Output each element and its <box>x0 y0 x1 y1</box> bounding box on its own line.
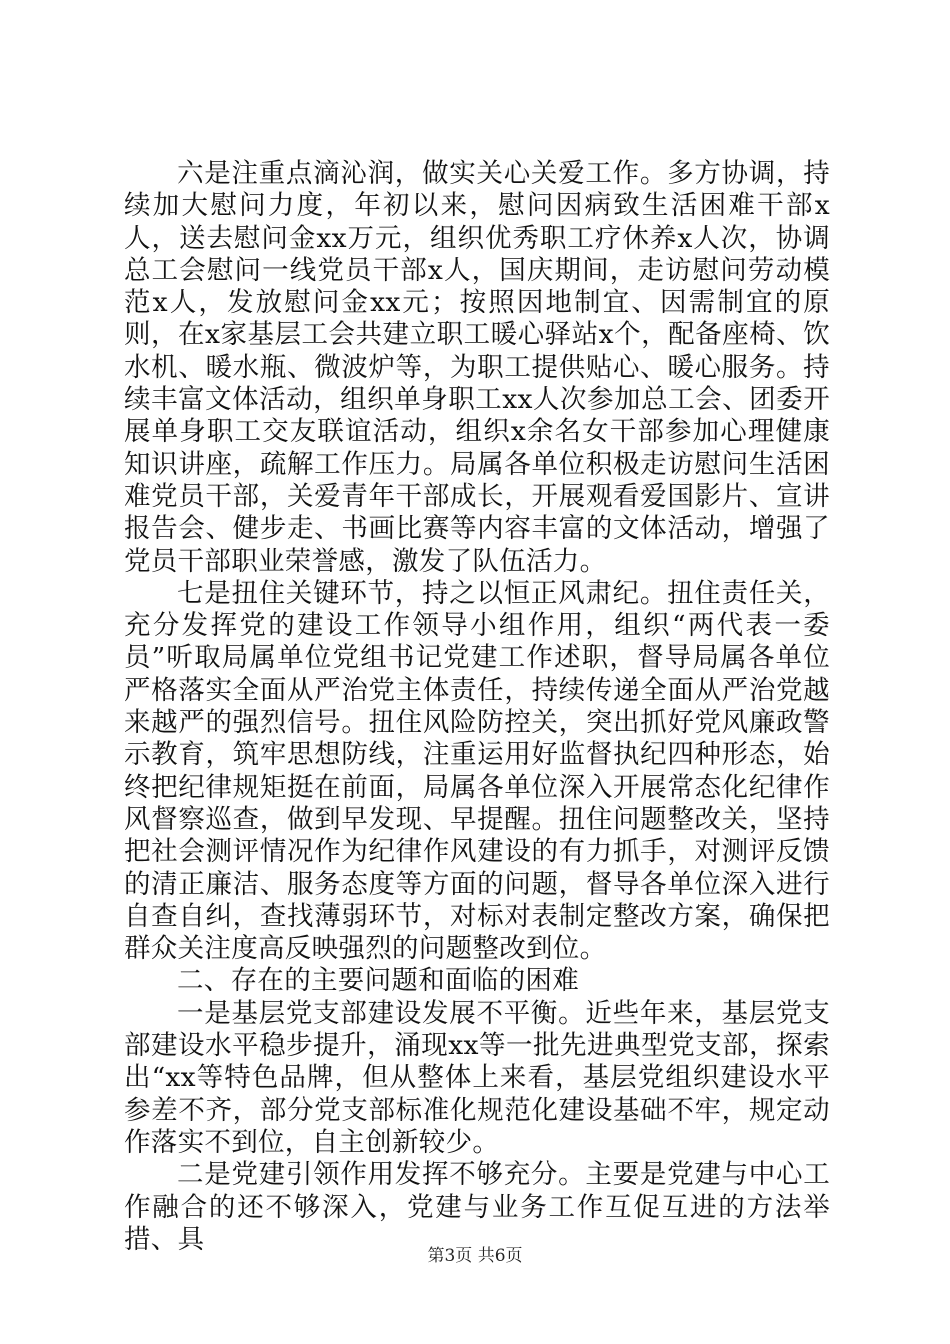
paragraph-care-work: 六是注重点滴沁润，做实关心关爱工作。多方协调，持续加大慰问力度，年初以来，慰问因病致生活困难干部x人，送去慰问金xx万元，组织优秀职工疗休养x人次，协调总工会慰问一线党员干部x人，国庆期间，走访慰问劳动模范x人，发放慰问金xx元；按照因地制宜、因需制宜的原则，在x家基层工会共建立职工暖心驿站x个，配备座椅、饮水机、暖水瓶、微波炉等，为职工提供贴心、暖心服务。持续丰富文体活动，组织单身职工xx人次参加总工会、团委开展单身职工交友联谊活动，组织x余名女干部参加心理健康知识讲座，疏解工作压力。局属各单位积极走访慰问生活困难党员干部，关爱青年干部成长，开展观看爱国影片、宣讲报告会、健步走、书画比赛等内容丰富的文体活动，增强了党员干部职业荣誉感，激发了队伍活力。 <box>124 158 830 577</box>
paragraph-discipline: 七是扭住关键环节，持之以恒正风肃纪。扭住责任关，充分发挥党的建设工作领导小组作用，组织“两代表一委员”听取局属单位党组书记党建工作述职，督导局属各单位严格落实全面从严治党主体责任，持续传递全面从严治党越来越严的强烈信号。扭住风险防控关，突出抓好党风廉政警示教育，筑牢思想防线，注重运用好监督执纪四种形态，始终把纪律规矩挺在前面，局属各单位深入开展常态化纪律作风督察巡查，做到早发现、早提醒。扭住问题整改关，坚持把社会测评情况作为纪律作风建设的有力抓手，对测评反馈的清正廉洁、服务态度等方面的问题，督导各单位深入进行自查自纠，查找薄弱环节，对标对表制定整改方案，确保把群众关注度高反映强烈的问题整改到位。 <box>124 577 830 965</box>
document-body <box>124 158 830 1256</box>
section-heading-problems: 二、存在的主要问题和面临的困难 <box>177 965 579 997</box>
paragraph-branch-imbalance: 一是基层党支部建设发展不平衡。近些年来，基层党支部建设水平稳步提升，涌现xx等一批先进典型党支部，探索出“xx等特色品牌，但从整体上来看，基层党组织建设水平参差不齐，部分党支部标准化规范化建设基础不牢，规定动作落实不到位，自主创新较少。 <box>124 997 830 1158</box>
paragraph-party-leadership: 二是党建引领作用发挥不够充分。主要是党建与中心工作融合的还不够深入，党建与业务工作互促互进的方法举措、具 <box>124 1159 830 1255</box>
page-number-footer: 第3页 共6页 <box>427 1246 523 1266</box>
